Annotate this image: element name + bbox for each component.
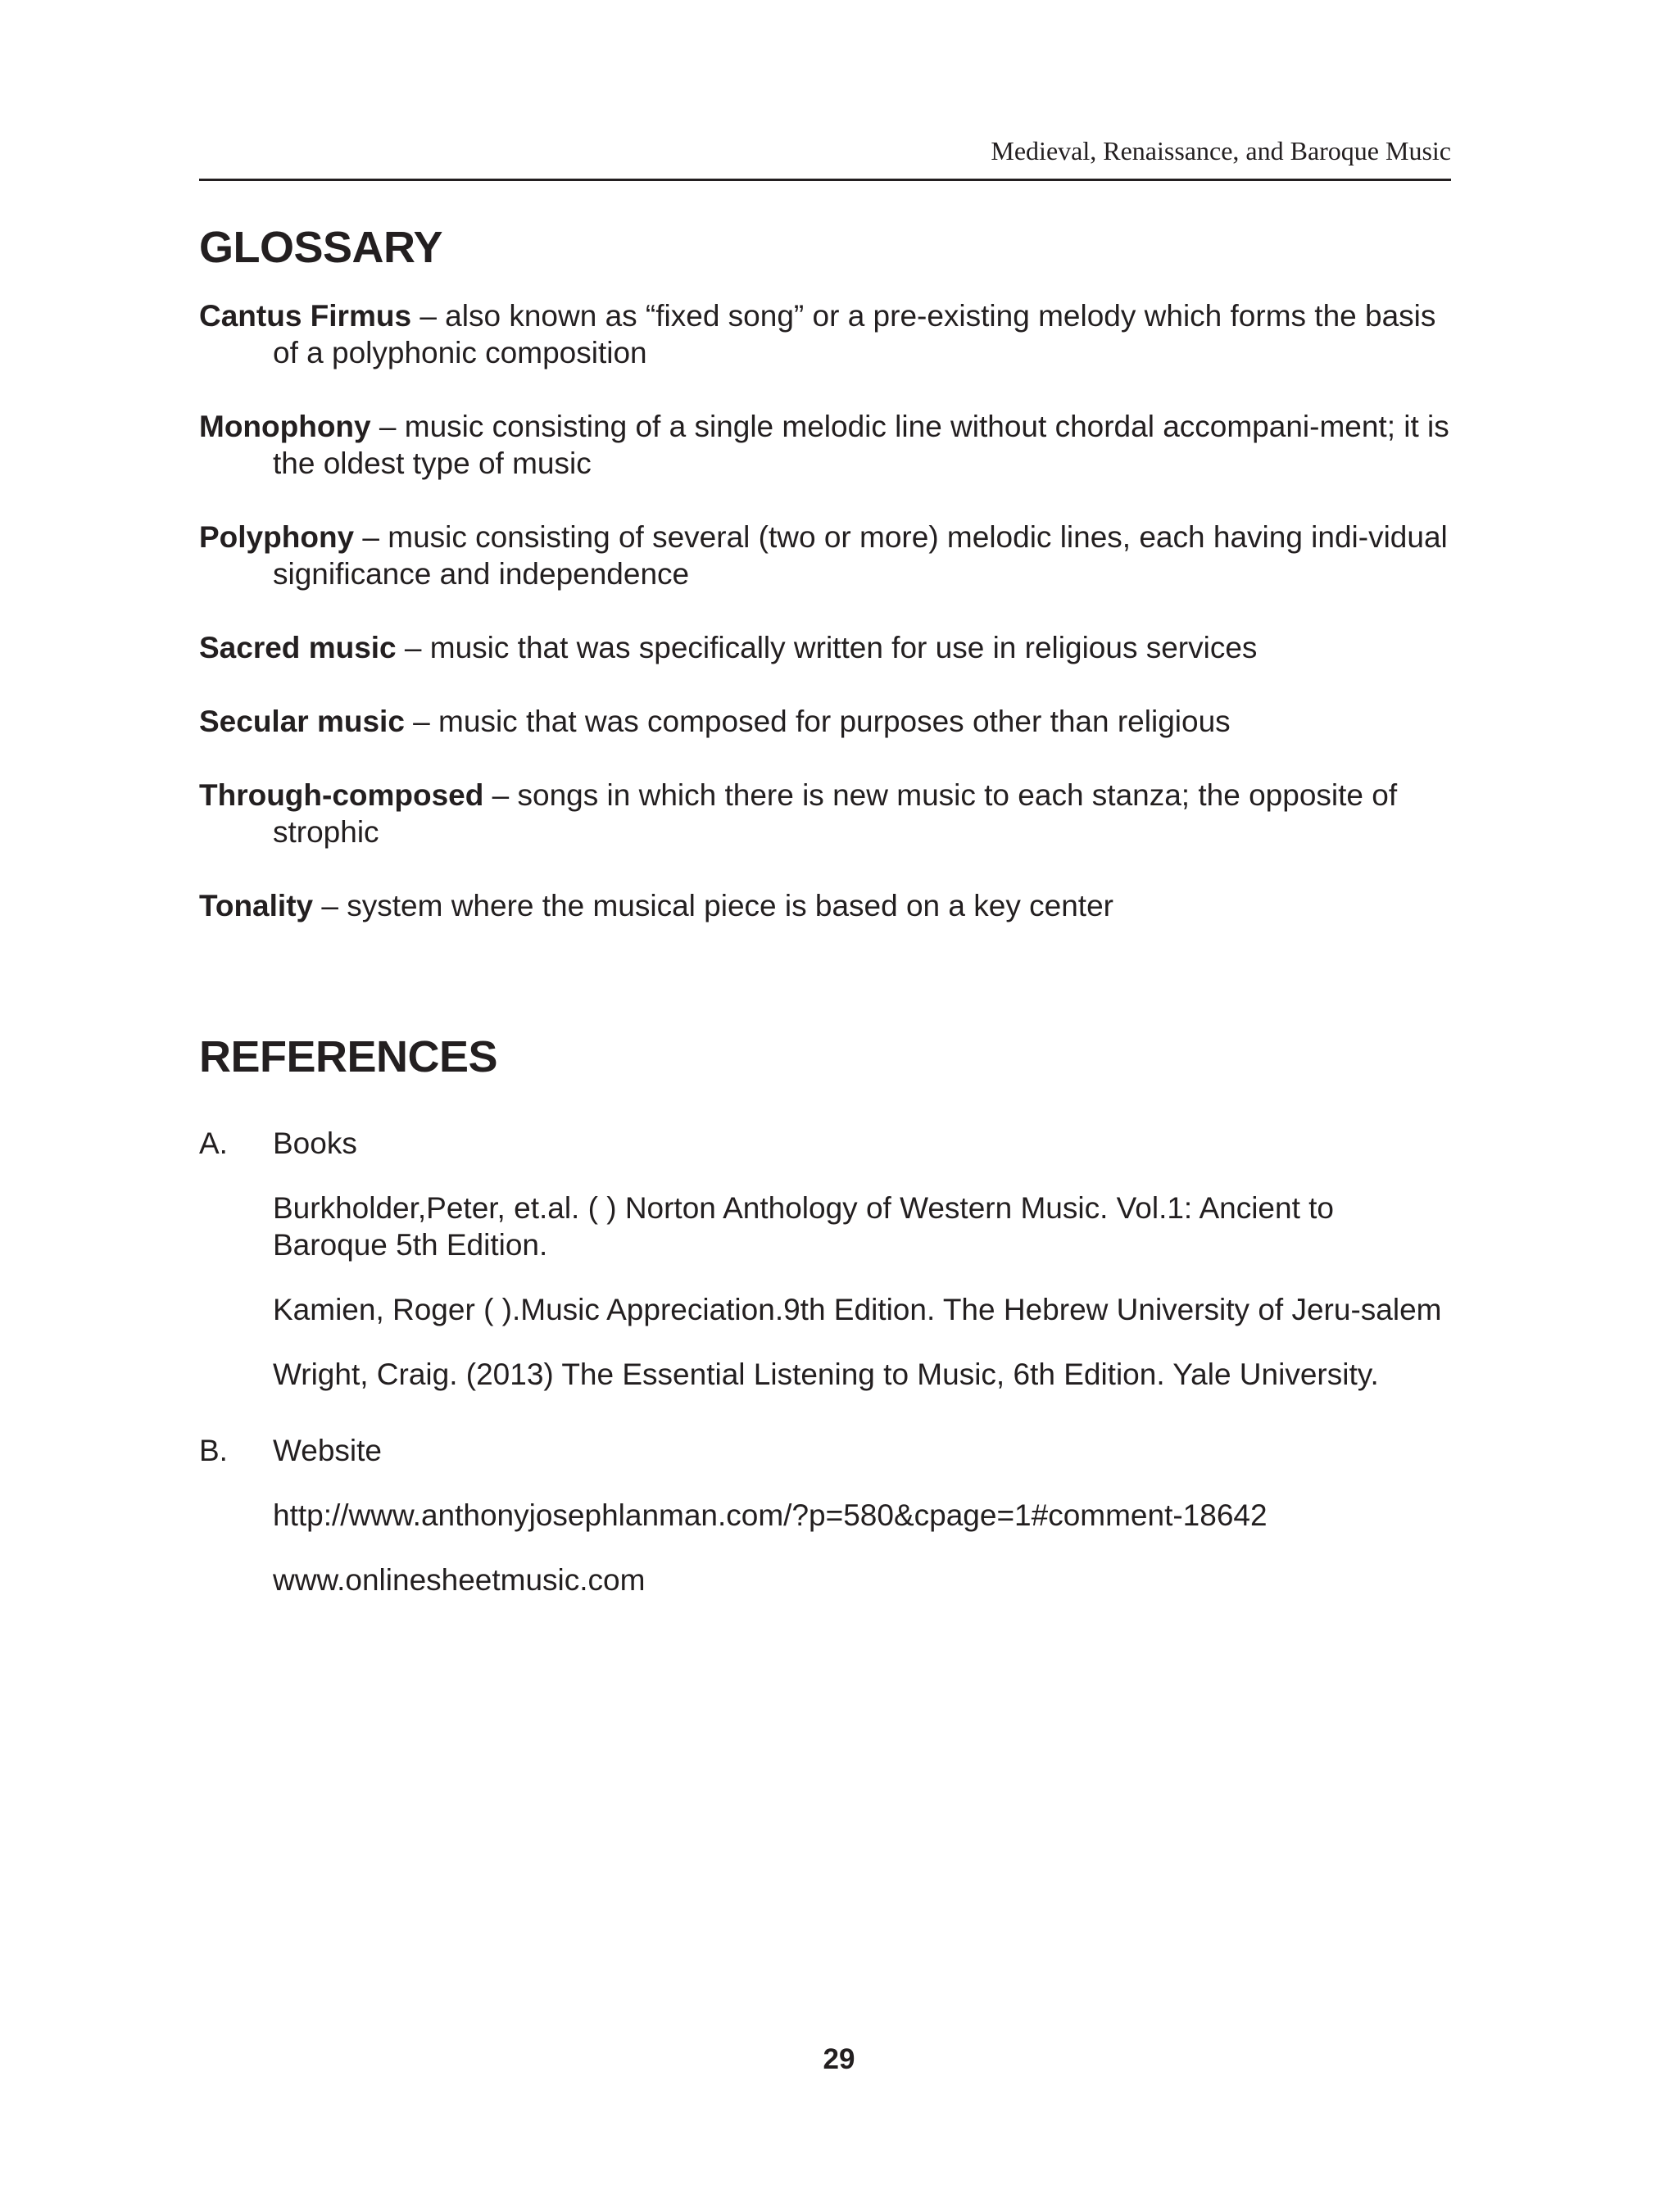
glossary-term: Tonality [199,888,314,922]
reference-item: Burkholder,Peter, et.al. ( ) Norton Anthology of Western Music. Vol.1: Ancient to Baroque 5th Edition. [273,1190,1334,1262]
reference-item: Kamien, Roger ( ).Music Appreciation.9th Edition. The Hebrew University of Jeru-salem [273,1292,1442,1326]
page-header [199,133,1451,181]
reference-section-title: Books [273,1126,357,1160]
glossary-entry [199,887,1451,924]
glossary-definition: – music that was composed for purposes other than religious [404,704,1231,738]
glossary-definition: – music consisting of several (two or more) melodic lines, each having indi-vidual significance and independence [273,519,1448,591]
running-title: Medieval, Renaissance, and Baroque Music [991,136,1451,165]
glossary-definition: – also known as “fixed song” or a pre-existing melody which forms the basis of a polyphonic composition [273,298,1436,369]
glossary-heading: GLOSSARY [199,223,443,272]
glossary-entry [199,519,1451,592]
glossary-term: Through-composed [199,777,484,812]
glossary-entry [199,629,1451,666]
glossary-definition: – system where the musical piece is based on a key center [313,888,1113,922]
glossary-definition: – music that was specifically written for use in religious services [396,630,1258,664]
glossary-definition: – songs in which there is new music to each stanza; the opposite of strophic [273,777,1398,849]
glossary-term: Sacred music [199,630,397,664]
glossary-definition: – music consisting of a single melodic line without chordal accompani-ment; it is the oldest type of music [273,409,1449,480]
reference-section-website [199,1432,1451,1598]
glossary-entry [199,703,1451,740]
glossary-term: Monophony [199,409,371,443]
glossary-term: Cantus Firmus [199,298,412,333]
reference-item: Wright, Craig. (2013) The Essential Listening to Music, 6th Edition. Yale University. [273,1357,1379,1391]
reference-section-title: Website [273,1433,382,1467]
reference-section-label [199,1432,1451,1469]
reference-section-letter: A. [199,1126,228,1160]
reference-section-letter: B. [199,1433,228,1467]
reference-url: www.onlinesheetmusic.com [273,1562,646,1597]
page-content [199,221,1451,1598]
glossary-entry [199,777,1451,850]
glossary-term: Secular music [199,704,405,738]
glossary-term: Polyphony [199,519,355,554]
reference-section-books [199,1125,1451,1393]
glossary-list [199,297,1451,924]
page-number: 29 [823,2043,855,2075]
references-heading: REFERENCES [199,1031,498,1081]
reference-url: http://www.anthonyjosephlanman.com/?p=580&cpage=1#comment-18642 [273,1498,1268,1532]
glossary-entry [199,297,1451,371]
glossary-entry [199,408,1451,482]
reference-section-label [199,1125,1451,1162]
